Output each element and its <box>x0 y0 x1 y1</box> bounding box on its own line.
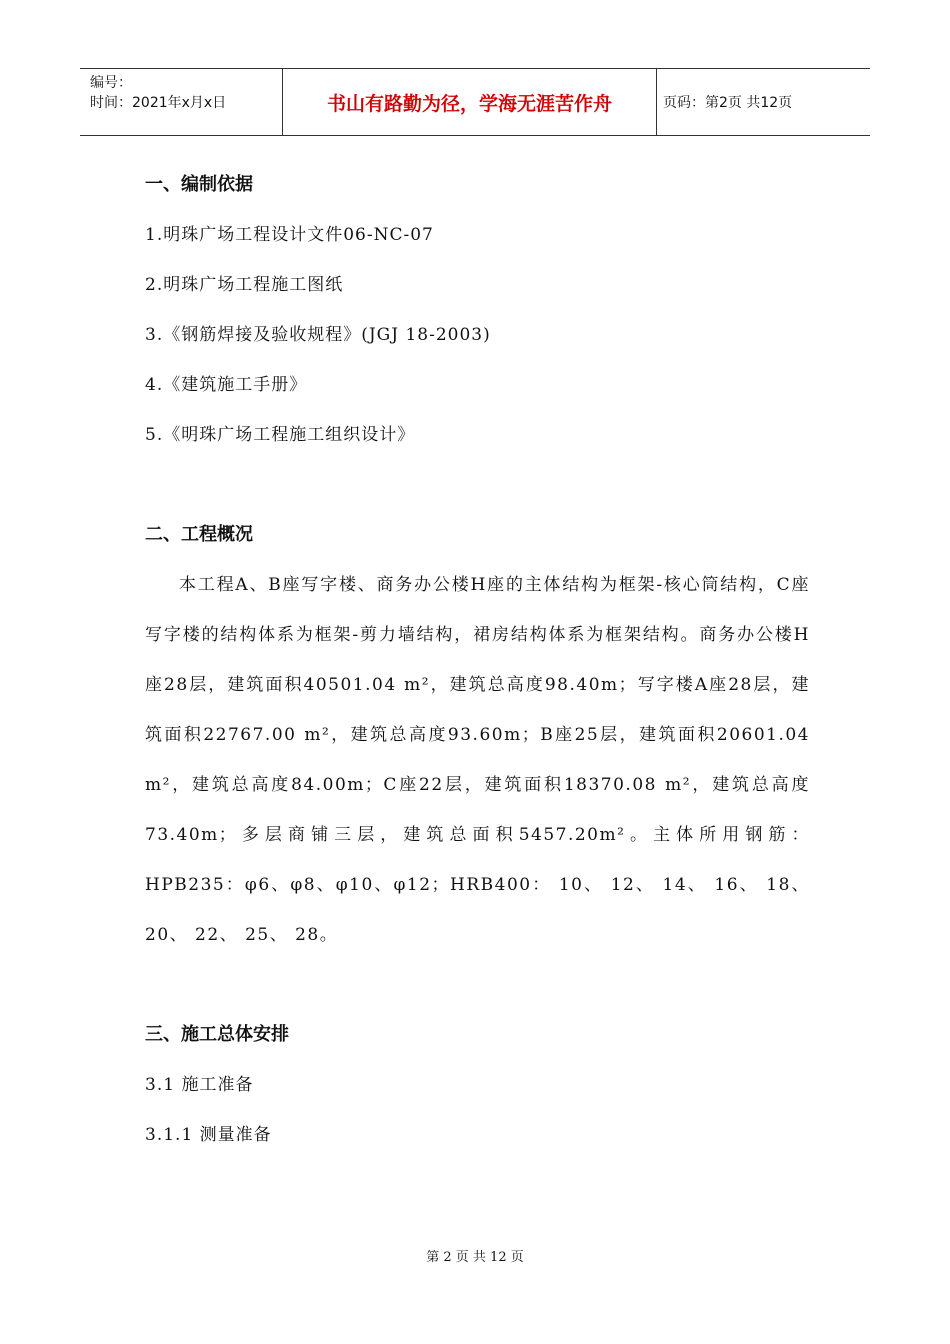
header-meta <box>80 69 283 135</box>
section-2-title: 二、工程概况 <box>145 524 253 545</box>
section-1-title: 一、编制依据 <box>145 174 253 195</box>
reference-item-3: 3.《钢筋焊接及验收规程》(JGJ 18-2003) <box>145 325 491 345</box>
header-motto: 书山有路勤为径，学海无涯苦作舟 <box>283 69 657 135</box>
section-3-title: 三、施工总体安排 <box>145 1024 289 1045</box>
subsection-3-1-1: 3.1.1 测量准备 <box>145 1125 272 1145</box>
reference-item-1: 1.明珠广场工程设计文件06-NC-07 <box>145 225 434 245</box>
reference-item-5: 5.《明珠广场工程施工组织设计》 <box>145 425 416 445</box>
project-overview-paragraph: 本工程A、B座写字楼、商务办公楼H座的主体结构为框架-核心筒结构，C座写字楼的结构体系为框架-剪力墙结构，裙房结构体系为框架结构。商务办公楼H座28层，建筑面积40501.04 m²，建筑总高度98.40m；写字楼A座28层，建筑面积22767.00 m²，建筑总高度93.60m；B座25层，建筑面积20601.04 m²，建筑总高度84.00m；C座22层，建筑面积18370.08 m²，建筑总高度73.40m；多层商铺三层，建筑总面积5457.20m²。主体所用钢筋：HPB235：φ6、φ8、φ10、φ12；HRB400： 10、 12、 14、 16、 18、 20、 22、 25、 28。 <box>145 575 810 945</box>
reference-item-4: 4.《建筑施工手册》 <box>145 375 308 395</box>
document-body <box>145 160 810 1160</box>
reference-item-2: 2.明珠广场工程施工图纸 <box>145 275 344 295</box>
page-header <box>80 68 870 136</box>
header-page-number: 页码：第2页 共12页 <box>663 95 793 111</box>
document-code-label: 编号： <box>90 75 132 91</box>
document-date: 时间：2021年x月x日 <box>90 95 227 111</box>
subsection-3-1: 3.1 施工准备 <box>145 1075 254 1095</box>
page-footer: 第 2 页 共 12 页 <box>426 1250 524 1265</box>
